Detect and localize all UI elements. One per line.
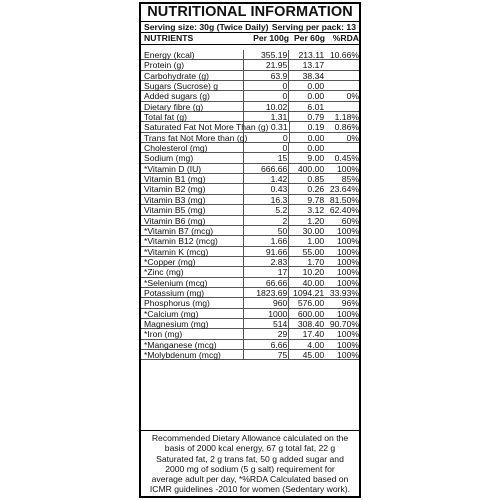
per-100g-value: 666.66	[244, 164, 290, 173]
nutrient-name: *Vitamin K (mcg)	[144, 247, 244, 256]
per-60g-value: 6.01	[307, 101, 325, 112]
per-60g-value: 1.70	[307, 256, 325, 267]
nutrient-name: Dietary fibre (g)	[144, 102, 244, 111]
per-100g-value: 0	[244, 143, 290, 152]
footnote-line: Recommended Dietary Allowance calculated on the	[151, 433, 349, 443]
table-row	[141, 60, 359, 70]
footnote-line: average adult per day, *%RDA Calculated based on	[151, 474, 349, 485]
per-100g-value: 17	[244, 267, 290, 276]
nutrient-name: Magnesium (mg)	[144, 319, 244, 328]
nutrient-name: Vitamin B3 (mg)	[144, 195, 244, 204]
rda-value	[325, 81, 359, 90]
nutrient-name: Saturated Fat Not More Than (g)	[144, 122, 269, 133]
rda-value: 23.64%	[329, 184, 359, 195]
per-100g-value: 0	[244, 133, 290, 142]
header-nutrients: NUTRIENTS	[144, 33, 194, 43]
nutrient-name: Vitamin B1 (mg)	[144, 174, 244, 183]
serving-per-pack: Serving per pack: 13	[271, 22, 356, 32]
nutrient-name: Vitamin B5 (mg)	[144, 205, 244, 214]
header-rda: %RDA	[332, 33, 359, 43]
rda-value: 100%	[337, 267, 359, 278]
per-100g-value: 0.31	[244, 122, 290, 131]
panel-title: NUTRITIONAL INFORMATION	[141, 4, 359, 22]
per-60g-value: 0.19	[307, 122, 325, 133]
serving-size: Serving size: 30g (Twice Daily)	[144, 22, 269, 32]
header-per-60g: Per 60g	[293, 33, 325, 43]
table-row	[141, 288, 359, 298]
per-100g-value: 63.9	[244, 71, 290, 80]
nutrient-name: Trans fat Not More than (g)	[144, 132, 248, 143]
per-100g-value: 29	[244, 329, 290, 338]
table-row	[141, 298, 359, 308]
per-100g-value: 0.43	[244, 184, 290, 193]
per-60g-value: 0.00	[307, 91, 325, 102]
per-100g-value: 91.66	[244, 247, 290, 256]
per-60g-value: 9.78	[307, 194, 325, 205]
per-100g-value: 1.31	[244, 112, 290, 121]
per-100g-value: 960	[244, 298, 290, 307]
per-60g-value: 4.00	[307, 339, 325, 350]
table-row	[141, 216, 359, 226]
per-100g-value: 50	[244, 226, 290, 235]
rda-value: 96%	[341, 298, 359, 309]
header-per-100g: Per 100g	[253, 33, 289, 43]
nutrient-name: Added sugars (g)	[144, 91, 244, 100]
table-row	[141, 267, 359, 277]
nutrient-name: Cholesterol (mg)	[144, 143, 244, 152]
table-row	[141, 247, 359, 257]
table-row	[141, 195, 359, 205]
table-row	[141, 91, 359, 101]
nutrient-name: Total fat (g)	[144, 112, 244, 121]
per-100g-value: 355.19	[244, 50, 290, 59]
per-60g-value: 0.85	[307, 174, 325, 185]
per-100g-value: 0	[244, 91, 290, 100]
rda-value	[325, 143, 359, 152]
per-100g-value: 2	[244, 216, 290, 225]
table-row	[141, 278, 359, 288]
nutrient-name: *Molybdenum (mcg)	[144, 350, 244, 359]
per-60g-value: 308.40	[297, 318, 325, 329]
rda-value: 100%	[337, 256, 359, 267]
table-row	[141, 319, 359, 329]
per-60g-value: 13.17	[302, 60, 325, 71]
table-row	[141, 164, 359, 174]
per-100g-value: 66.66	[244, 278, 290, 287]
nutrient-name: Carbohydrate (g)	[144, 71, 244, 80]
rda-value: 0.45%	[334, 153, 359, 164]
per-60g-value: 1.00	[307, 236, 325, 247]
nutrient-name: *Vitamin D (IU)	[144, 164, 244, 173]
rda-value: 90.70%	[329, 318, 359, 329]
nutrition-facts-panel	[139, 2, 361, 498]
per-60g-value: 55.00	[302, 246, 325, 257]
per-100g-value: 0	[244, 81, 290, 90]
nutrient-name: *Calcium (mg)	[144, 309, 244, 318]
rda-value: 100%	[337, 246, 359, 257]
table-row	[141, 226, 359, 236]
rda-value: 100%	[337, 349, 359, 360]
table-row	[141, 174, 359, 184]
nutrient-name: *Vitamin B7 (mcg)	[144, 226, 244, 235]
table-row	[141, 153, 359, 163]
rda-value: 62.40%	[329, 205, 359, 216]
nutrient-name: Protein (g)	[144, 60, 244, 69]
table-header	[141, 32, 359, 45]
table-row	[141, 50, 359, 60]
table-row	[141, 122, 359, 132]
nutrient-rows	[141, 50, 359, 360]
table-row	[141, 133, 359, 143]
per-60g-value: 576.00	[297, 298, 325, 309]
table-row	[141, 309, 359, 319]
per-60g-value: 213.11	[298, 50, 325, 60]
per-60g-value: 45.00	[302, 349, 325, 360]
per-100g-value: 1000	[244, 309, 290, 318]
nutrient-name: *Iron (mg)	[144, 329, 244, 338]
per-100g-value: 2.83	[244, 257, 290, 266]
per-100g-value: 5.2	[244, 205, 290, 214]
rda-value: 0%	[346, 132, 359, 143]
table-row	[141, 184, 359, 194]
footnote-line: ICMR guidelines -2010 for women (Sedentary work).	[149, 484, 351, 495]
per-60g-value: 0.00	[307, 132, 325, 143]
rda-value: 81.50%	[329, 194, 359, 205]
nutrient-name: Phosphorus (mg)	[144, 298, 244, 307]
nutrient-name: Sugars (Sucrose) g	[144, 81, 244, 90]
rda-value	[325, 71, 359, 80]
footnote-line: 2000 mg of sodium (5 g salt) requirement for	[165, 463, 335, 474]
per-60g-value: 400.00	[297, 163, 325, 174]
rda-value: 0.86%	[334, 122, 359, 133]
per-60g-value: 40.00	[302, 277, 325, 288]
per-100g-value: 1.42	[244, 174, 290, 183]
nutrient-name: *Manganese (mcg)	[144, 340, 244, 349]
table-row	[141, 112, 359, 122]
per-60g-value: 3.12	[307, 205, 325, 216]
per-60g-value: 1.20	[307, 215, 325, 226]
per-60g-value: 10.20	[302, 267, 325, 278]
table-row	[141, 102, 359, 112]
rda-value: 100%	[337, 308, 359, 319]
per-60g-value: 0.00	[307, 81, 325, 92]
per-60g-value: 1094.21	[293, 287, 325, 298]
table-row	[141, 205, 359, 215]
nutrient-name: Energy (kcal)	[144, 50, 244, 59]
per-100g-value: 75	[244, 350, 290, 359]
rda-value	[325, 60, 359, 69]
per-60g-value: 0.79	[307, 112, 325, 123]
rda-value	[325, 102, 359, 111]
per-60g-value: 0.26	[307, 184, 325, 195]
per-100g-value: 1823.69	[244, 288, 290, 297]
per-100g-value: 21.95	[244, 60, 290, 69]
rda-value: 1.18%	[334, 112, 359, 123]
per-60g-value: 30.00	[302, 225, 325, 236]
per-60g-value: 9.00	[307, 153, 325, 164]
footnote-line: Saturated fat, 2 g trans fat, 50 g added sugar and	[156, 453, 344, 464]
per-60g-value: 38.34	[302, 70, 325, 81]
rda-value: 100%	[337, 339, 359, 350]
rda-value: 0%	[346, 91, 359, 102]
table-row	[141, 236, 359, 246]
rda-footnote	[141, 430, 359, 496]
table-row	[141, 329, 359, 339]
per-60g-value: 17.40	[302, 329, 325, 340]
nutrient-name: *Selenium (mcg)	[144, 278, 244, 287]
rda-value: 85%	[341, 174, 359, 185]
per-60g-value: 600.00	[297, 308, 325, 319]
footnote-line: basis of 2000 kcal energy, 67 g total fat, 22 g	[164, 443, 336, 454]
nutrient-name: Vitamin B2 (mg)	[144, 184, 244, 193]
per-100g-value: 6.66	[244, 340, 290, 349]
rda-value: 100%	[337, 277, 359, 288]
rda-value: 33.93%	[329, 287, 359, 298]
nutrient-name: *Vitamin B12 (mcg)	[144, 236, 244, 245]
rda-value: 10.66%	[329, 50, 359, 60]
per-60g-value: 0.00	[307, 143, 325, 154]
per-100g-value: 16.3	[244, 195, 290, 204]
table-row	[141, 350, 359, 360]
rda-value: 60%	[341, 215, 359, 226]
table-row	[141, 81, 359, 91]
table-row	[141, 71, 359, 81]
per-100g-value: 1.66	[244, 236, 290, 245]
rda-value: 100%	[337, 225, 359, 236]
nutrient-name: *Zinc (mg)	[144, 267, 244, 276]
per-100g-value: 514	[244, 319, 290, 328]
rda-value: 100%	[337, 329, 359, 340]
table-row	[141, 143, 359, 153]
nutrient-name: Sodium (mg)	[144, 153, 244, 162]
rda-value: 100%	[337, 163, 359, 174]
nutrient-name: *Copper (mg)	[144, 257, 244, 266]
per-100g-value: 15	[244, 153, 290, 162]
per-100g-value: 10.02	[244, 102, 290, 111]
nutrient-name: Vitamin B6 (mg)	[144, 216, 244, 225]
nutrient-name: Potassium (mg)	[144, 288, 244, 297]
table-row	[141, 340, 359, 350]
serving-info	[141, 22, 359, 32]
table-row	[141, 257, 359, 267]
rda-value: 100%	[337, 236, 359, 247]
